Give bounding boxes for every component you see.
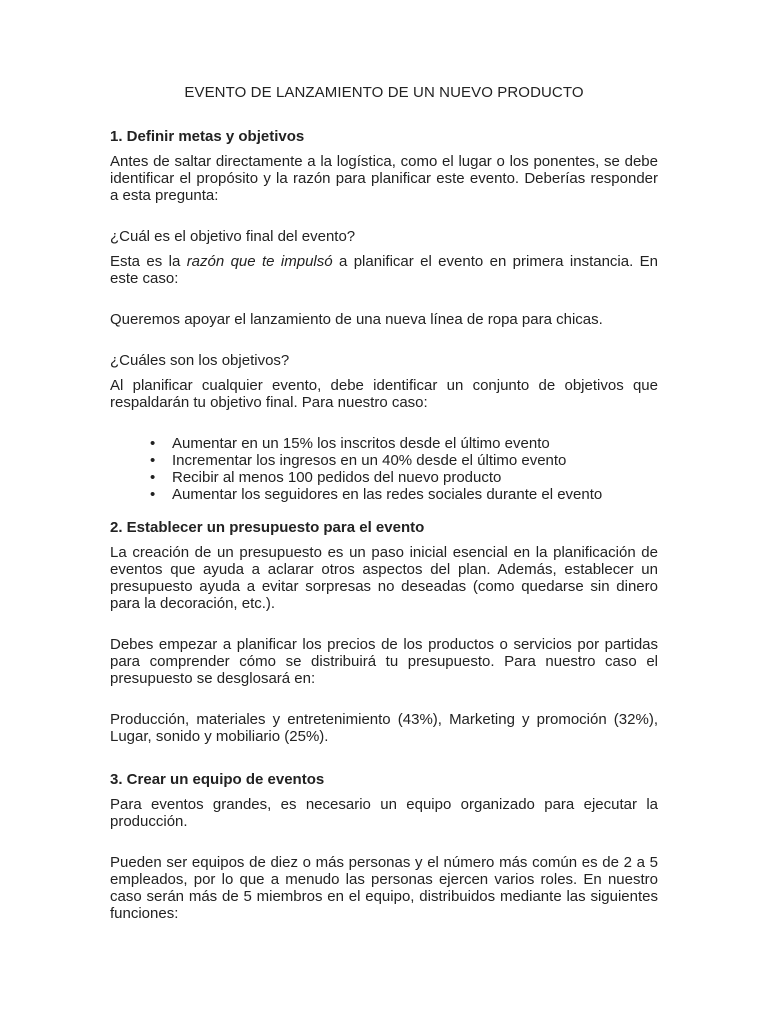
section-2-paragraph-3: Producción, materiales y entretenimiento (43%), Marketing y promoción (32%), Lugar, sonido y mobiliario (25%). xyxy=(110,711,658,745)
section-3-heading: 3. Crear un equipo de eventos xyxy=(110,771,325,788)
document-title: EVENTO DE LANZAMIENTO DE UN NUEVO PRODUCTO xyxy=(184,84,584,101)
bullet-icon: • xyxy=(150,469,156,486)
paragraph-2-italic-text: razón que te impulsó xyxy=(186,253,333,270)
section-1-paragraph-3: Queremos apoyar el lanzamiento de una nueva línea de ropa para chicas. xyxy=(110,311,603,328)
list-item xyxy=(150,435,658,452)
section-2-heading: 2. Establecer un presupuesto para el evento xyxy=(110,519,425,536)
section-1-heading: 1. Definir metas y objetivos xyxy=(110,128,305,145)
paragraph-2-text-after: a planificar el evento en primera instancia. En este caso: xyxy=(110,253,658,287)
list-item-text: Aumentar en un 15% los inscritos desde el último evento xyxy=(172,435,550,452)
section-1-paragraph-2 xyxy=(110,253,658,287)
section-3-paragraph-1: Para eventos grandes, es necesario un equipo organizado para ejecutar la producción. xyxy=(110,796,658,830)
section-1-question-1: ¿Cuál es el objetivo final del evento? xyxy=(110,228,356,245)
bullet-icon: • xyxy=(150,486,156,503)
bullet-icon: • xyxy=(150,435,156,452)
list-item xyxy=(150,452,658,469)
paragraph-2-text-before: Esta es la xyxy=(110,253,187,270)
section-2-paragraph-2: Debes empezar a planificar los precios de los productos o servicios por partidas para comprender cómo se distribuirá tu presupuesto. Para nuestro caso el presupuesto se desglosará en: xyxy=(110,636,658,687)
section-1-question-2: ¿Cuáles son los objetivos? xyxy=(110,352,290,369)
list-item-text: Aumentar los seguidores en las redes sociales durante el evento xyxy=(172,486,603,503)
list-item xyxy=(150,486,658,503)
section-1-paragraph-1: Antes de saltar directamente a la logística, como el lugar o los ponentes, se debe identificar el propósito y la razón para planificar este evento. Deberías responder a esta pregunta: xyxy=(110,153,658,204)
list-item-text: Recibir al menos 100 pedidos del nuevo producto xyxy=(172,469,502,486)
section-3-paragraph-2: Pueden ser equipos de diez o más personas y el número más común es de 2 a 5 empleados, por lo que a menudo las personas ejercen varios roles. En nuestro caso serán más de 5 miembros en el equipo, distribuidos mediante las siguientes funciones: xyxy=(110,854,658,922)
bullet-icon: • xyxy=(150,452,156,469)
objectives-list xyxy=(110,435,658,503)
list-item xyxy=(150,469,658,486)
section-2-paragraph-1: La creación de un presupuesto es un paso inicial esencial en la planificación de eventos que ayuda a aclarar otros aspectos del plan. Además, establecer un presupuesto ayuda a evitar sorpresas no deseadas (como quedarse sin dinero para la decoración, etc.). xyxy=(110,544,658,612)
list-item-text: Incrementar los ingresos en un 40% desde el último evento xyxy=(172,452,567,469)
section-1-paragraph-4: Al planificar cualquier evento, debe identificar un conjunto de objetivos que respaldarán tu objetivo final. Para nuestro caso: xyxy=(110,377,658,411)
